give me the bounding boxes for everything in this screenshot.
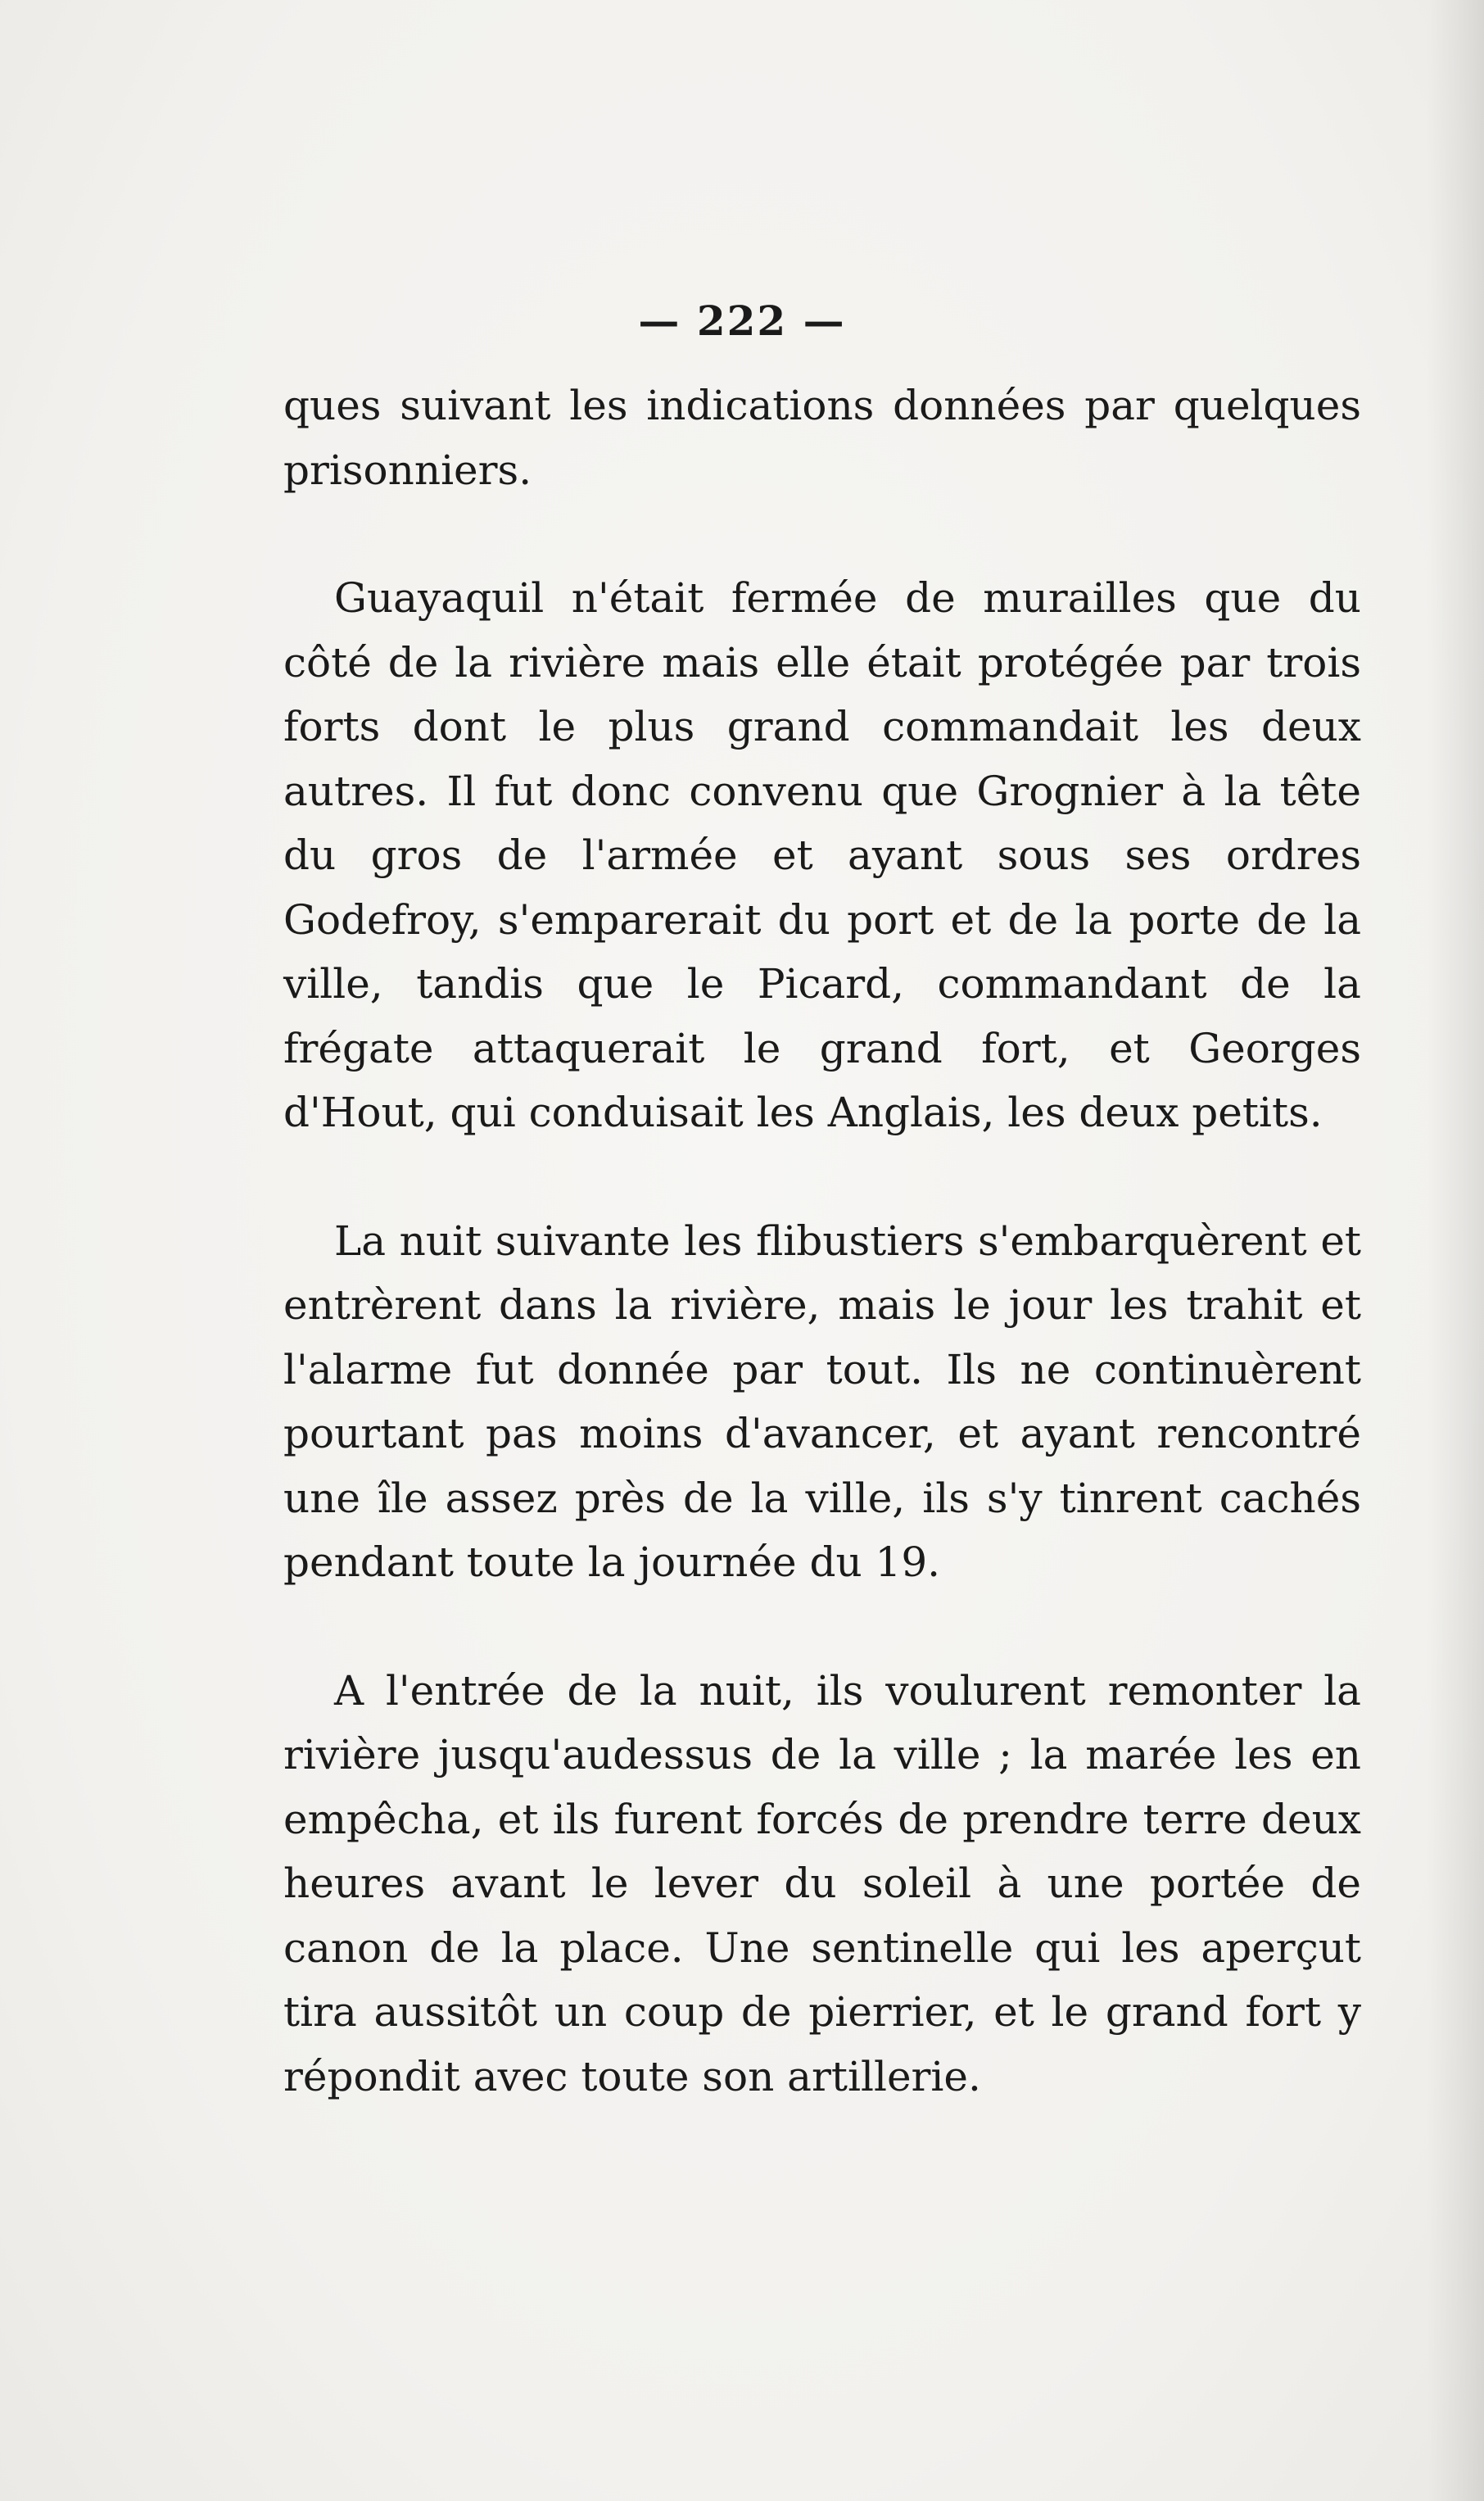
paragraph-spacer <box>283 1595 1361 1659</box>
paragraph-spacer <box>283 502 1361 566</box>
paragraph-spacer <box>283 1145 1361 1209</box>
paragraph-night: La nuit suivante les flibustiers s'embarquèrent et entrèrent dans la rivière, mais le jour les trahit et l'alarme fut donnée par tout. Ils ne continuèrent pourtant pas moins d'avancer, et ayant rencontré une île assez près de la ville, ils s'y tinrent cachés pendant toute la journée du 19. <box>283 1217 1361 1586</box>
page-gutter-shadow <box>1427 0 1484 2501</box>
page-number: — 222 — <box>638 297 846 345</box>
paragraph-continuation: ques suivant les indications données par quelques prisonniers. <box>283 382 1361 494</box>
paragraph-guayaquil: Guayaquil n'était fermée de murailles que du côté de la rivière mais elle était protégée par trois forts dont le plus grand commandait les deux autres. Il fut donc convenu que Grognier à la tête du gros de l'armée et ayant sous ses ordres Godefroy, s'emparerait du port et de la porte de la ville, tandis que le Picard, commandant de la frégate attaquerait le grand fort, et Georges d'Hout, qui conduisait les Anglais, les deux petits. <box>283 574 1361 1136</box>
paragraph-landing: A l'entrée de la nuit, ils voulurent remonter la rivière jusqu'audessus de la ville ; la marée les en empêcha, et ils furent forcés de prendre terre deux heures avant le lever du soleil à une portée de canon de la place. Une sentinelle qui les aperçut tira aussitôt un coup de pierrier, et le grand fort y répondit avec toute son artillerie. <box>283 1666 1361 2100</box>
body-text <box>283 374 1361 2109</box>
